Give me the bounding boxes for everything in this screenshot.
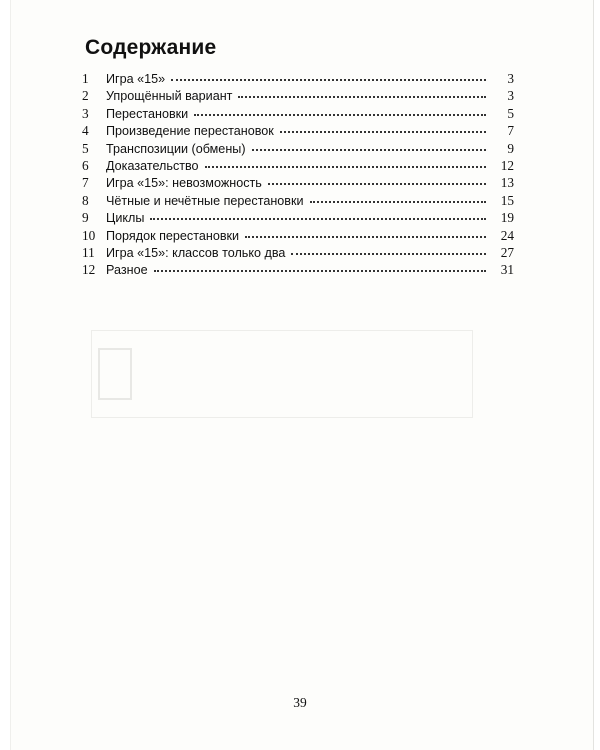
toc-page: 27 — [500, 244, 514, 260]
page-number: 39 — [293, 695, 307, 710]
toc-title: Циклы — [106, 211, 145, 226]
dot-leader — [252, 145, 486, 151]
toc-number: 1 — [82, 71, 89, 86]
dot-leader — [280, 127, 486, 133]
toc-entry — [82, 123, 514, 140]
dot-leader — [154, 266, 486, 272]
toc-number: 12 — [82, 262, 96, 278]
toc-entry — [82, 88, 514, 105]
toc-page: 12 — [500, 157, 514, 173]
dot-leader — [310, 197, 486, 203]
toc-page: 24 — [500, 227, 514, 243]
toc-number: 3 — [82, 105, 89, 121]
toc-number: 2 — [82, 88, 89, 104]
toc-entry — [82, 193, 514, 210]
toc-title: Порядок перестановки — [106, 228, 240, 243]
toc-page: 13 — [500, 175, 514, 191]
toc-number: 5 — [82, 140, 89, 156]
toc-entry — [82, 141, 514, 158]
dot-leader — [171, 75, 486, 81]
page-title: Содержание — [85, 36, 217, 59]
toc-number: 7 — [82, 175, 89, 191]
bleed-through-box — [91, 330, 473, 418]
toc-page: 3 — [507, 88, 514, 104]
dot-leader — [245, 232, 486, 238]
bleed-through-logo — [98, 348, 132, 400]
toc-entry — [82, 245, 514, 262]
toc-page: 7 — [507, 123, 514, 139]
toc-title: Транспозиции (обмены) — [106, 141, 246, 156]
toc-page: 3 — [507, 71, 514, 86]
toc-entry — [82, 175, 514, 192]
toc-title: Разное — [106, 263, 148, 278]
toc-entry — [82, 228, 514, 245]
toc-page: 19 — [500, 210, 514, 226]
toc-entry — [82, 71, 514, 88]
toc-title: Чётные и нечётные перестановки — [106, 193, 304, 208]
toc-title: Игра «15» — [106, 72, 166, 86]
table-of-contents — [82, 71, 514, 280]
toc-number: 4 — [82, 123, 89, 139]
toc-page: 31 — [500, 262, 514, 278]
toc-entry — [82, 106, 514, 123]
toc-number: 8 — [82, 192, 89, 208]
toc-page: 9 — [507, 140, 514, 156]
toc-entry — [82, 262, 514, 279]
dot-leader — [268, 179, 486, 185]
toc-number: 11 — [82, 244, 95, 260]
dot-leader — [238, 92, 486, 98]
dot-leader — [205, 162, 486, 168]
toc-page: 5 — [507, 105, 514, 121]
toc-title: Доказательство — [106, 158, 199, 173]
toc-entry — [82, 210, 514, 227]
dot-leader — [194, 110, 486, 116]
toc-title: Игра «15»: классов только два — [106, 245, 286, 260]
dot-leader — [291, 249, 486, 255]
toc-entry — [82, 158, 514, 175]
dot-leader — [150, 214, 486, 220]
toc-page: 15 — [500, 192, 514, 208]
toc-title: Перестановки — [106, 106, 189, 121]
toc-number: 6 — [82, 157, 89, 173]
toc-title: Произведение перестановок — [106, 124, 274, 139]
toc-title: Игра «15»: невозможность — [106, 176, 262, 191]
toc-title: Упрощённый вариант — [106, 89, 233, 104]
toc-number: 10 — [82, 227, 96, 243]
toc-number: 9 — [82, 210, 89, 226]
